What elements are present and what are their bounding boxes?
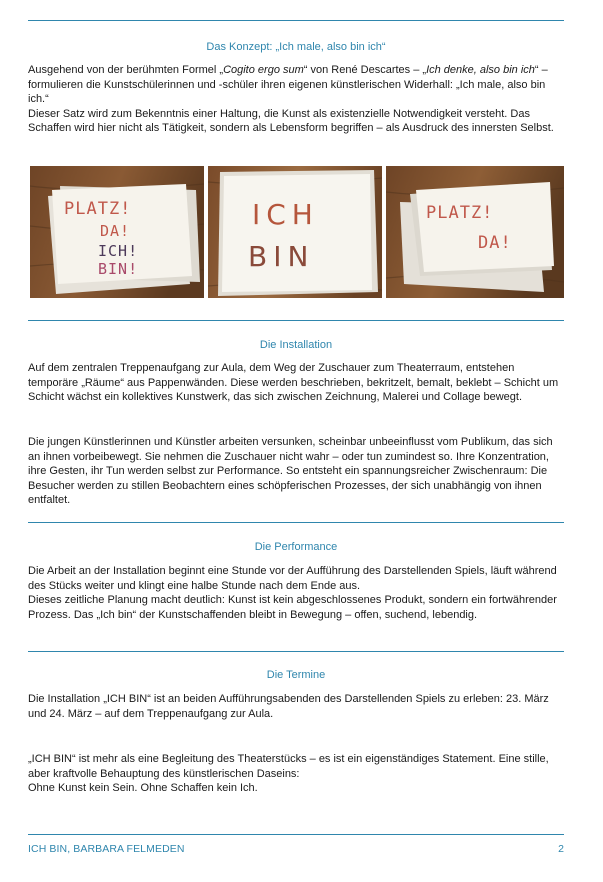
document-page bbox=[28, 0, 564, 882]
performance-paragraph-2: Dieses zeitliche Planung macht deutlich: Kunst ist kein abgeschlossenes Produkt, sondern ein fortwährender Prozess. Das „Ich bin“ der Kunstschaffenden bleibt in Bewegung – offen, suchend, lebendig. bbox=[28, 594, 557, 621]
photo1-line-3: ICH! bbox=[98, 242, 139, 260]
heading-termine: Die Termine bbox=[266, 669, 326, 681]
section-rule-performance bbox=[28, 522, 564, 523]
termine-paragraph-3: Ohne Kunst kein Sein. Ohne Schaffen kein Ich. bbox=[28, 782, 258, 794]
termine-paragraph-2: „ICH BIN“ ist mehr als eine Begleitung des Theaterstücks – es ist ein eigenständiges Statement. Eine stille, aber kraftvolle Behauptung des künstlerischen Daseins: bbox=[28, 753, 549, 780]
photo-platz-da-ich-bin bbox=[30, 166, 204, 298]
konzept-paragraph-2: Dieser Satz wird zum Bekenntnis einer Haltung, die Kunst als existenzielle Notwendigkeit versteht. Das Schaffen wird hier nicht als Tätigkeit, sondern als Lebensform begriffen – als Ausdruck des innersten Selbst. bbox=[28, 107, 554, 134]
heading-performance: Die Performance bbox=[254, 541, 338, 553]
section-rule-termine bbox=[28, 651, 564, 652]
photo3-line-1: PLATZ! bbox=[426, 203, 494, 223]
photo1-line-2: DA! bbox=[100, 222, 131, 240]
page-number: 2 bbox=[558, 843, 564, 855]
photo-strip bbox=[30, 166, 564, 298]
photo-platz-da bbox=[386, 166, 564, 298]
installation-paragraph-1: Auf dem zentralen Treppenaufgang zur Aula, dem Weg der Zuschauer zum Theaterraum, entstehen temporäre „Räume“ aus Pappenwänden. Diese werden beschrieben, bekritzelt, bemalt, beklebt – Schicht um Schicht wächst ein kollektives Kunstwerk, das sich zwischen Zeichnung, Malerei und Collage bewegt. bbox=[28, 362, 559, 403]
heading-konzept: Das Konzept: „Ich male, also bin ich“ bbox=[206, 41, 386, 53]
photo2-line-2: BIN bbox=[248, 240, 315, 273]
photo1-line-1: PLATZ! bbox=[64, 199, 132, 219]
footer-rule bbox=[28, 834, 564, 835]
photo2-line-1: ICH bbox=[252, 198, 319, 231]
performance-paragraph-1: Die Arbeit an der Installation beginnt eine Stunde vor der Aufführung des Darstellenden Spiels, läuft während des Stücks weiter und klingt eine halbe Stunde nach dem Ende aus. bbox=[28, 565, 557, 592]
konzept-paragraph-1: Ausgehend von der berühmten Formel „Cogito ergo sum“ von René Descartes – „Ich denke, also bin ich“ – formulieren die Kunstschülerinnen und -schüler ihren eigenen künstlerischen Widerhall: „Ich male, also bin ich.“ bbox=[28, 64, 548, 105]
performance-text bbox=[28, 564, 564, 622]
photo3-line-2: DA! bbox=[478, 233, 512, 253]
top-rule bbox=[28, 20, 564, 21]
termine-text-2 bbox=[28, 752, 564, 796]
installation-paragraph-2: Die jungen Künstlerinnen und Künstler arbeiten versunken, scheinbar unbeeinflusst vom Publikum, das sich an ihnen vorbeibewegt. Sie nehmen die Zuschauer nicht wahr – oder tun zumindest so. Ihre Konzentration, ihre Gesten, ihr Tun werden selbst zur Performance. So entsteht ein spannungsreicher Zwischenraum: Die Besucher werden zu stillen Beobachtern eines schöpferischen Prozesses, der sich unabhängig von ihnen entfaltet. bbox=[28, 436, 553, 506]
footer-title: ICH BIN, BARBARA FELMEDEN bbox=[28, 843, 185, 855]
konzept-text bbox=[28, 63, 564, 136]
photo1-line-4: BIN! bbox=[98, 260, 139, 278]
heading-installation: Die Installation bbox=[259, 339, 333, 351]
termine-paragraph-1: Die Installation „ICH BIN“ ist an beiden Aufführungsabenden des Darstellenden Spiels zu erleben: 23. März und 24. März – auf dem Treppenaufgang zur Aula. bbox=[28, 693, 549, 720]
section-rule-installation bbox=[28, 320, 564, 321]
photo-ich-bin bbox=[208, 166, 382, 298]
